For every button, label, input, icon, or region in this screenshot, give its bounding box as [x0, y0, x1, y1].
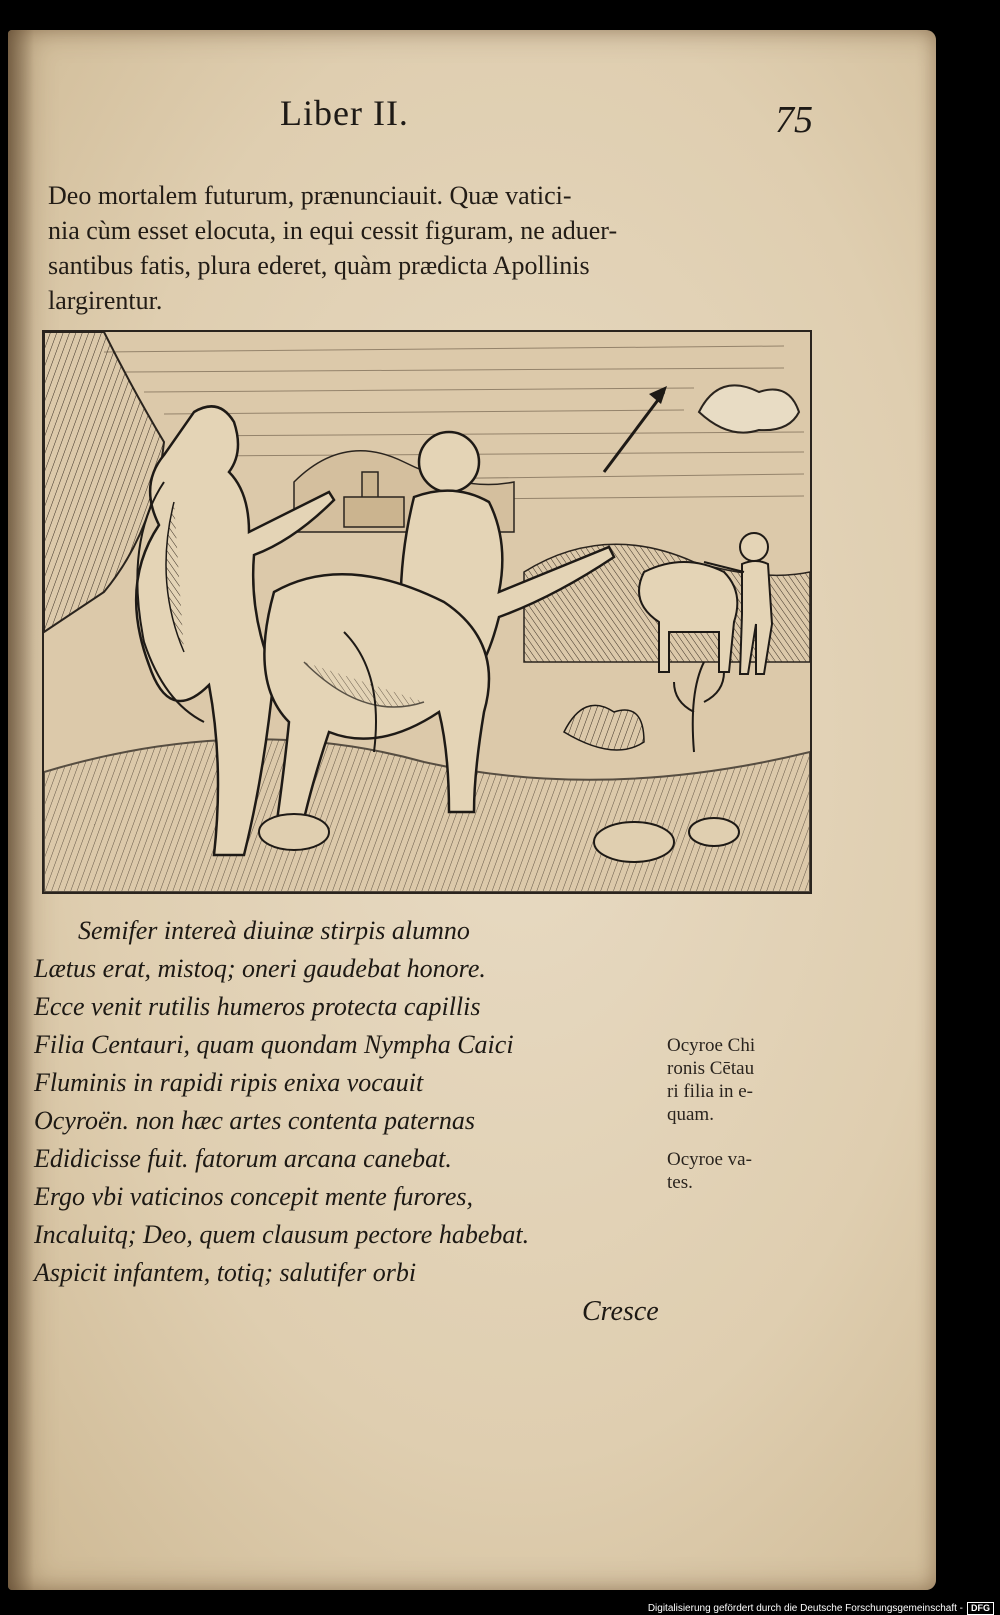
page-number: 75: [775, 99, 813, 141]
verse-line: Aspicit infantem, totiq; salutifer orbi: [34, 1258, 417, 1287]
margin-note-line: Ocyroe Chi: [667, 1035, 756, 1056]
margin-note-line: tes.: [667, 1172, 693, 1193]
verse-line: Ergo vbi vaticinos concepit mente furores,: [34, 1182, 474, 1211]
prose-paragraph: [48, 178, 818, 318]
margin-note-line: ronis Cētau: [667, 1058, 755, 1079]
footer-credit-text: Digitalisierung gefördert durch die Deutsche Forschungsgemeinschaft -: [647, 1602, 963, 1614]
verse-line: Semifer intereà diuinæ stirpis alumno: [78, 916, 470, 945]
verse-line: Filia Centauri, quam quondam Nympha Caici: [34, 1030, 514, 1059]
verse-block: [34, 912, 644, 1292]
prose-line: nia cùm esset elocuta, in equi cessit figuram, ne aduer-: [48, 216, 618, 245]
page-spine-shadow: [8, 30, 34, 1590]
margin-note: [667, 1034, 817, 1126]
verse-line: Edidicisse fuit. fatorum arcana canebat.: [34, 1144, 452, 1173]
woodcut-illustration: [42, 330, 812, 894]
dfg-logo: DFG: [967, 1602, 994, 1615]
verse-line: Incaluitq; Deo, quem clausum pectore habebat.: [34, 1220, 530, 1249]
digitization-footer: [648, 1601, 994, 1615]
margin-note-line: quam.: [667, 1104, 714, 1125]
running-head: Liber II.: [280, 93, 409, 133]
verse-line: Ecce venit rutilis humeros protecta capillis: [34, 992, 481, 1021]
catchword: Cresce: [582, 1296, 659, 1327]
margin-note-line: Ocyroe va-: [667, 1149, 752, 1170]
margin-note: [667, 1148, 817, 1194]
woodcut-engraving-image: [44, 332, 810, 892]
verse-line: Fluminis in rapidi ripis enixa vocauit: [34, 1068, 424, 1097]
verse-line: Lætus erat, mistoq; oneri gaudebat honore.: [34, 954, 486, 983]
verse-line: Ocyroën. non hæc artes contenta paternas: [34, 1106, 475, 1135]
prose-line: largirentur.: [48, 286, 163, 315]
prose-line: santibus fatis, plura ederet, quàm prædicta Apollinis: [48, 251, 590, 280]
margin-note-line: ri filia in e-: [667, 1081, 753, 1102]
prose-line: Deo mortalem futurum, prænunciauit. Quæ vatici-: [48, 181, 572, 210]
